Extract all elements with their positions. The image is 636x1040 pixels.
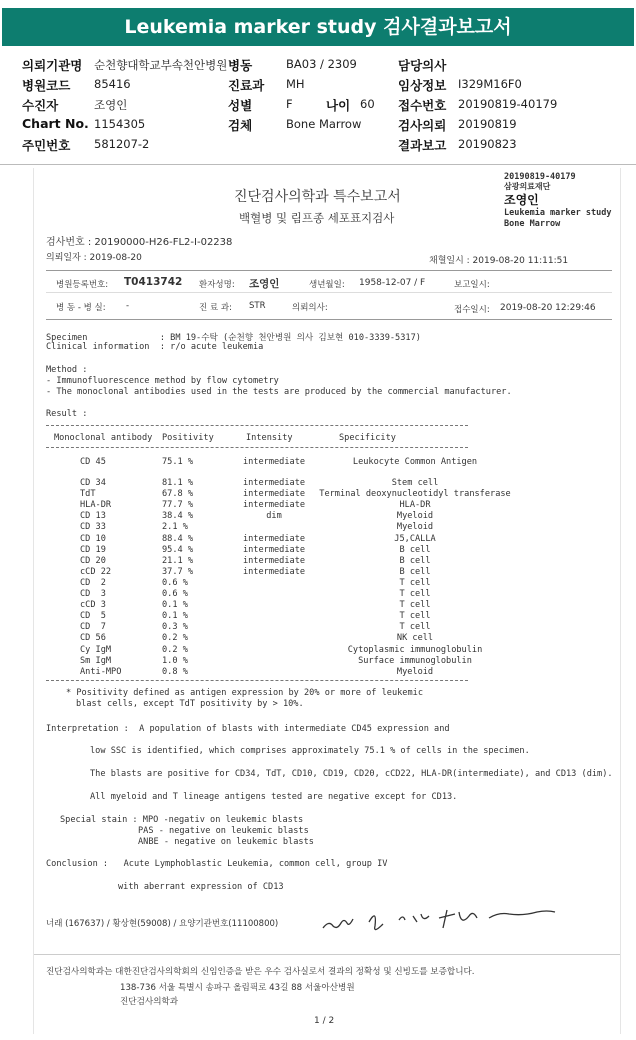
antibody-cell: CD 13 [80, 511, 106, 522]
age-value: 60 [360, 97, 375, 111]
specimen-line: Specimen : BM 19-수탁 (순천향 천안병원 의사 김보현 010-3339-5317) [46, 333, 421, 343]
positivity-cell: 0.2 % [162, 644, 188, 655]
footnote-line-2: blast cells, except TdT positivity by > 10%. [76, 699, 304, 709]
intensity-cell: intermediate [242, 500, 306, 511]
specificity-cell: T cell [399, 600, 431, 611]
interpretation-line-1: Interpretation : A population of blasts with intermediate CD45 expression and [46, 724, 450, 734]
stamp-number: 20190819-40179 [504, 172, 576, 182]
positivity-cell: 37.7 % [162, 566, 194, 577]
certification-note: 진단검사의학과는 대한진단검사의학회의 신임인증을 받은 우수 검사실로서 결과의 정확성 및 신빙도를 보증합니다. [46, 967, 475, 977]
specificity-cell: NK cell [396, 633, 434, 644]
info-bottom-rule [46, 319, 612, 320]
positivity-cell: 0.2 % [162, 633, 188, 644]
method-line-1: - Immunofluorescence method by flow cytometry [46, 376, 279, 386]
col-specificity: Specificity [339, 433, 396, 443]
positivity-cell: 0.1 % [162, 611, 188, 622]
antibody-cell: Anti-MPO [80, 666, 122, 677]
positivity-cell: 0.6 % [162, 589, 188, 599]
antibody-cell: cCD 3 [80, 600, 106, 611]
col-intensity: Intensity [246, 433, 293, 443]
specificity-cell: T cell [399, 611, 431, 622]
col-antibody: Monoclonal antibody [54, 433, 153, 443]
header-value: 순천향대학교부속천안병원 [94, 58, 228, 72]
header-label: 임상정보 [398, 78, 447, 93]
positivity-cell: 67.8 % [162, 489, 194, 500]
reg-value: T0413742 [124, 276, 183, 288]
antibody-cell: CD 56 [80, 633, 106, 644]
table-rule-head [46, 447, 468, 448]
specificity-cell: Myeloid [396, 511, 434, 522]
col-positivity: Positivity [162, 433, 214, 443]
header-label: 주민번호 [22, 138, 71, 153]
collect-date: 채혈일시 : 2019-08-20 11:11:51 [429, 256, 569, 266]
header-label: 성별 [228, 98, 253, 113]
dob-value: 1958-12-07 / F [359, 278, 426, 288]
header-label: 병원코드 [22, 78, 71, 93]
specificity-cell: T cell [399, 589, 431, 599]
dob-label: 생년월일: [309, 280, 345, 290]
doctor-label: 의뢰의사: [292, 303, 328, 313]
intensity-cell: intermediate [242, 478, 306, 488]
interpretation-line-3: The blasts are positive for CD34, TdT, CD10, CD19, CD20, cCD22, HLA-DR(intermediate), and CD13 (dim). [90, 769, 613, 779]
specificity-cell: Stem cell [391, 478, 439, 488]
table-rule-bottom [46, 680, 468, 681]
positivity-cell: 75.1 % [162, 457, 194, 467]
conclusion-line-2: with aberrant expression of CD13 [118, 882, 284, 892]
header-value: MH [286, 77, 305, 91]
table-rule-top [46, 425, 468, 426]
dept-label: 진 료 과: [199, 303, 232, 313]
header-value: 1154305 [94, 117, 146, 131]
antibody-cell: CD 19 [80, 544, 106, 555]
specificity-cell: Cytoplasmic immunoglobulin [347, 644, 483, 655]
positivity-cell: 81.1 % [162, 478, 194, 488]
positivity-cell: 0.3 % [162, 622, 188, 633]
patient-label: 환자성명: [199, 280, 235, 290]
interpretation-line-2: low SSC is identified, which comprises approximately 75.1 % of cells in the specimen. [90, 746, 530, 756]
header-info [0, 50, 636, 168]
header-value: 85416 [94, 77, 131, 91]
ward-value: - [126, 301, 130, 311]
header-label: 진료과 [228, 78, 265, 93]
report-title: Leukemia marker study 검사결과보고서 [2, 8, 634, 46]
antibody-cell: HLA-DR [80, 500, 112, 511]
header-value: 20190819 [458, 117, 517, 131]
clinical-line: Clinical information : r/o acute leukemia [46, 342, 264, 352]
report-sheet [33, 168, 621, 1034]
positivity-cell: 77.7 % [162, 500, 194, 511]
header-label: 병동 [228, 58, 253, 73]
dept-value: STR [249, 301, 266, 311]
stamp-name: 조영인 [504, 193, 539, 207]
antibody-cell: TdT [80, 489, 96, 500]
header-value: I329M16F0 [458, 77, 522, 91]
specificity-cell: Surface immunoglobulin [358, 655, 472, 666]
lab-department: 진단검사의학과 [120, 997, 179, 1007]
stamp-specimen: Bone Marrow [504, 219, 561, 229]
info-top-rule [46, 270, 612, 271]
header-label: 수진자 [22, 98, 59, 113]
stamp-test: Leukemia marker study [504, 208, 612, 218]
intensity-cell: intermediate [242, 566, 306, 577]
special-stain-line-3: ANBE - negative on leukemic blasts [138, 837, 314, 847]
intensity-cell: intermediate [242, 457, 306, 467]
intensity-cell: intermediate [242, 555, 306, 566]
header-value: 581207-2 [94, 137, 150, 151]
interpretation-line-4: All myeloid and T lineage antigens tested are negative except for CD13. [90, 792, 458, 802]
sheet-title: 진단검사의학과 특수보고서 [234, 189, 401, 205]
antibody-cell: CD 7 [80, 622, 106, 633]
header-label: 검사의뢰 [398, 118, 447, 133]
lab-address: 138-736 서울 특별시 송파구 올림픽로 43길 88 서울아산병원 [120, 983, 355, 993]
receive-label: 접수일시: [454, 305, 490, 315]
header-label: 결과보고 [398, 138, 447, 153]
receive-value: 2019-08-20 12:29:46 [500, 303, 596, 313]
intensity-cell: intermediate [242, 544, 306, 555]
specificity-cell: Myeloid [396, 666, 434, 677]
info-mid-rule [46, 292, 612, 293]
specificity-cell: B cell [399, 566, 431, 577]
header-value: F [286, 97, 293, 111]
specificity-cell: J5,CALLA [394, 533, 436, 544]
specificity-cell: B cell [399, 555, 431, 566]
patient-value: 조영인 [249, 278, 280, 290]
intensity-cell: intermediate [242, 489, 306, 500]
intensity-cell: intermediate [242, 533, 306, 544]
handwritten-signature [319, 898, 569, 938]
positivity-cell: 0.1 % [162, 600, 188, 611]
positivity-cell: 1.0 % [162, 655, 188, 666]
header-label: 검체 [228, 118, 253, 133]
antibody-cell: CD 45 [80, 457, 106, 467]
positivity-cell: 0.6 % [162, 577, 188, 588]
antibody-cell: CD 10 [80, 533, 106, 544]
positivity-cell: 95.4 % [162, 544, 194, 555]
exam-number: 검사번호 : 20190000-H26-FL2-I-02238 [46, 237, 233, 248]
positivity-cell: 2.1 % [162, 522, 188, 533]
footer-rule [34, 954, 620, 955]
header-label: 담당의사 [398, 58, 447, 73]
positivity-cell: 21.1 % [162, 555, 194, 566]
footnote-line-1: * Positivity defined as antigen expression by 20% or more of leukemic [66, 688, 423, 698]
header-label: 접수번호 [398, 98, 447, 113]
positivity-cell: 38.4 % [162, 511, 194, 522]
antibody-cell: CD 20 [80, 555, 106, 566]
antibody-cell: CD 5 [80, 611, 106, 622]
header-value: Bone Marrow [286, 117, 362, 131]
conclusion-line-1: Conclusion : Acute Lymphoblastic Leukemia, common cell, group IV [46, 859, 388, 869]
special-stain-line-2: PAS - negative on leukemic blasts [138, 826, 309, 836]
positivity-cell: 0.8 % [162, 666, 188, 677]
report-datetime-label: 보고일시: [454, 280, 490, 290]
antibody-cell: Sm IgM [80, 655, 112, 666]
specificity-cell: Leukocyte Common Antigen [352, 457, 478, 467]
method-title: Method : [46, 365, 88, 375]
specificity-cell: Myeloid [396, 522, 434, 533]
antibody-cell: cCD 22 [80, 566, 112, 577]
antibody-cell: CD 33 [80, 522, 106, 533]
page-number: 1 / 2 [314, 1016, 335, 1026]
signers-line: 너래 (167637) / 황상현(59008) / 요양기관번호(11100800) [46, 919, 279, 929]
specificity-cell: B cell [399, 544, 431, 555]
special-stain-line-1: Special stain : MPO -negativ on leukemic blasts [60, 815, 304, 825]
specificity-cell: Terminal deoxynucleotidyl transferase [319, 489, 511, 500]
specificity-cell: HLA-DR [399, 500, 431, 511]
age-label: 나이 [326, 98, 351, 113]
positivity-cell: 88.4 % [162, 533, 194, 544]
antibody-cell: CD 2 [80, 577, 106, 588]
header-value: 20190823 [458, 137, 517, 151]
specificity-cell: T cell [399, 577, 431, 588]
header-value: 조영인 [94, 98, 128, 112]
intensity-cell: dim [266, 511, 282, 522]
header-value: BA03 / 2309 [286, 57, 357, 71]
request-date: 의뢰일자 : 2019-08-20 [46, 253, 142, 263]
antibody-cell: CD 34 [80, 478, 106, 488]
header-divider [0, 164, 636, 165]
reg-label: 병원등록번호: [56, 280, 109, 290]
sheet-subtitle: 백혈병 및 림프종 세포표지검사 [239, 211, 395, 225]
ward-label: 병 동 - 병 실: [56, 303, 106, 313]
result-title: Result : [46, 409, 88, 419]
specificity-cell: T cell [399, 622, 431, 633]
header-value: 20190819-40179 [458, 97, 558, 111]
method-line-2: - The monoclonal antibodies used in the tests are produced by the commercial manufacturer. [46, 387, 512, 397]
antibody-cell: CD 3 [80, 589, 106, 599]
header-label: Chart No. [22, 116, 89, 131]
antibody-cell: Cy IgM [80, 644, 112, 655]
stamp-org: 삼광의료재단 [504, 182, 551, 191]
header-label: 의뢰기관명 [22, 58, 83, 73]
